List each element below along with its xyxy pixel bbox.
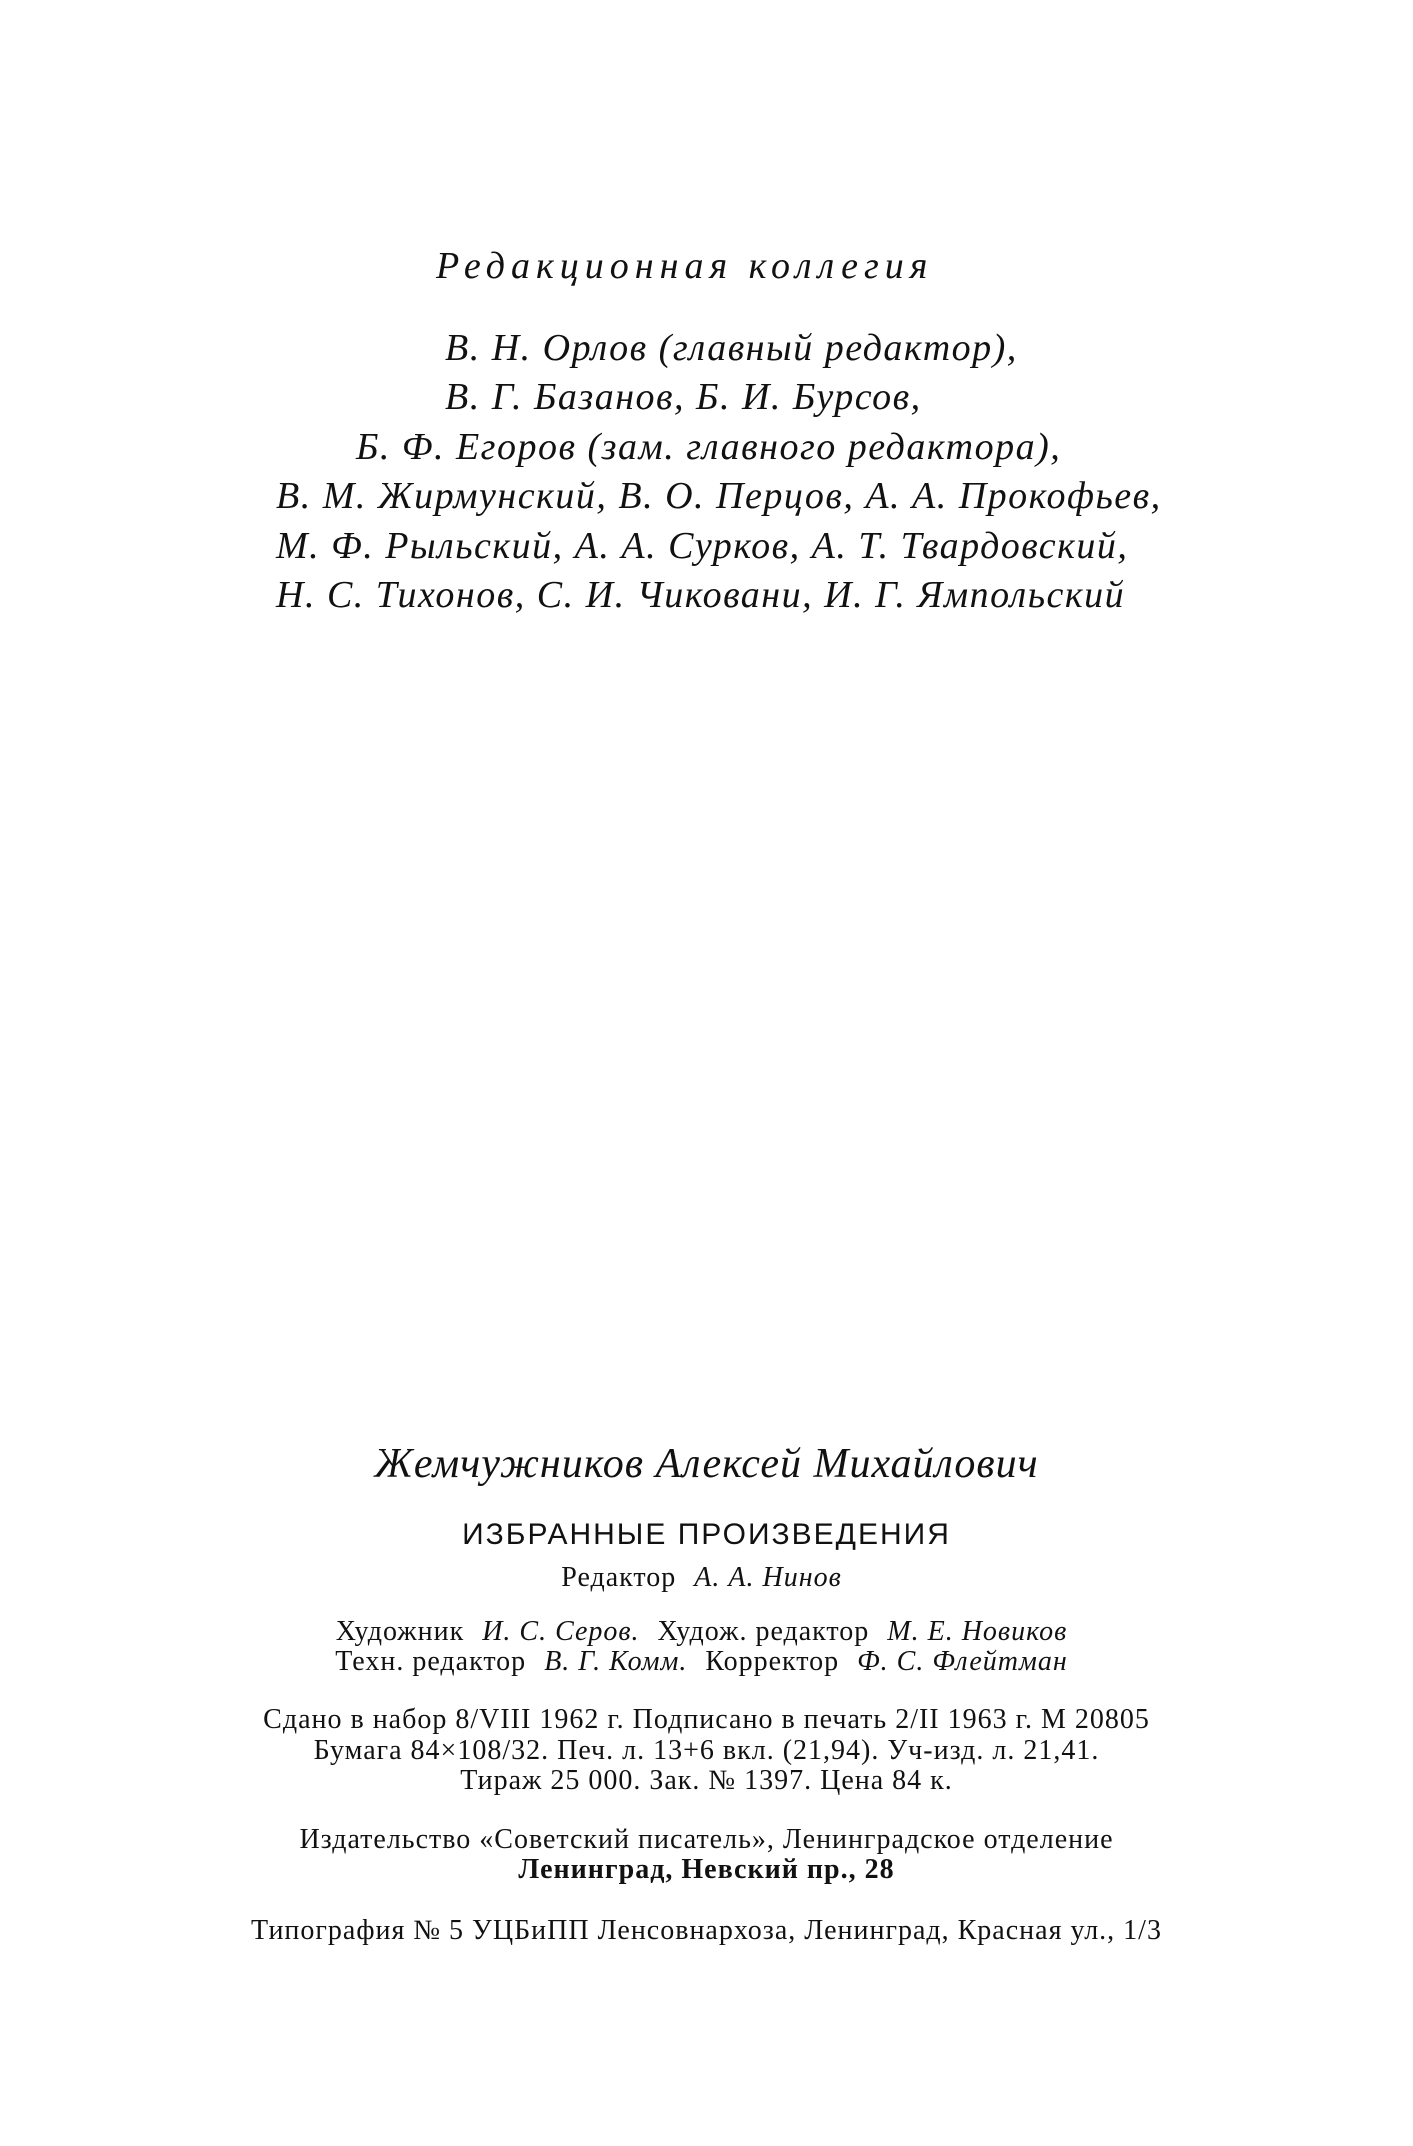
editorial-board-line-6: Н. С. Тихонов, С. И. Чиковани, И. Г. Ямпольский: [276, 574, 1126, 616]
print-details-line-3: Тираж 25 000. Зак. № 1397. Цена 84 к.: [460, 1765, 953, 1796]
author-name: Жемчужников Алексей Михайлович: [374, 1441, 1039, 1487]
proofreader-label: Корректор: [705, 1646, 840, 1677]
print-details-line-1: Сдано в набор 8/VIII 1962 г. Подписано в печать 2/II 1963 г. М 20805: [263, 1704, 1150, 1735]
publisher-address: [0, 1856, 1413, 1884]
artist-name: И. С. Серов.: [482, 1616, 640, 1647]
artist-label: Художник: [335, 1616, 465, 1647]
tech-editor-line: [0, 1648, 1413, 1676]
artist-line: [0, 1618, 1413, 1646]
editorial-board-line-5: М. Ф. Рыльский, А. А. Сурков, А. Т. Твардовский,: [276, 525, 1129, 567]
editor-line: [0, 1564, 1413, 1592]
art-editor-name: М. Е. Новиков: [887, 1616, 1068, 1647]
publisher-line: Издательство «Советский писатель», Ленинградское отделение: [299, 1824, 1114, 1855]
art-editor-label: Худож. редактор: [657, 1616, 870, 1647]
editor-label: Редактор: [561, 1562, 677, 1593]
editorial-board-line-1: В. Н. Орлов (главный редактор),: [445, 327, 1018, 369]
book-title: ИЗБРАННЫЕ ПРОИЗВЕДЕНИЯ: [462, 1518, 951, 1551]
tech-editor-label: Техн. редактор: [335, 1646, 527, 1677]
tech-editor-name: В. Г. Комм.: [544, 1646, 688, 1677]
print-details-line-2: Бумага 84×108/32. Печ. л. 13+6 вкл. (21,94). Уч-изд. л. 21,41.: [313, 1735, 1100, 1766]
editor-name: А. А. Нинов: [694, 1562, 842, 1593]
publisher-address-text: Ленинград, Невский пр., 28: [518, 1854, 895, 1885]
printer-line: Типография № 5 УЦБиПП Ленсовнархоза, Ленинград, Красная ул., 1/3: [251, 1915, 1162, 1946]
proofreader-name: Ф. С. Флейтман: [857, 1646, 1068, 1677]
editorial-board-line-3: Б. Ф. Егоров (зам. главного редактора),: [356, 426, 1062, 468]
editorial-board-heading: Редакционная коллегия: [436, 245, 934, 287]
editorial-board-line-4: В. М. Жирмунский, В. О. Перцов, А. А. Прокофьев,: [276, 475, 1162, 517]
editorial-board-line-2: В. Г. Базанов, Б. И. Бурсов,: [445, 376, 922, 418]
